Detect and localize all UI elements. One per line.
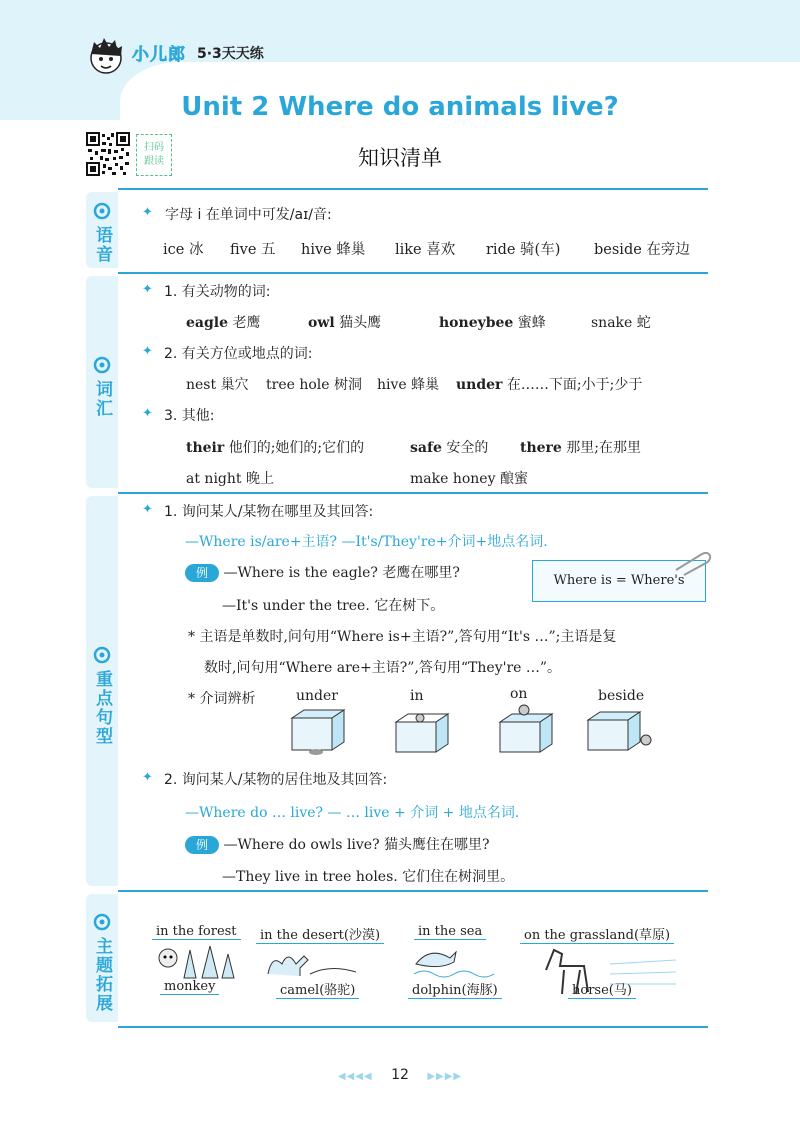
contraction-note-text: Where is = Where's <box>553 573 685 588</box>
sparkle-icon: ✦ <box>142 406 153 421</box>
sparkle-icon: ✦ <box>142 770 153 785</box>
series-name: 5·3天天练 <box>197 46 264 62</box>
animal-word-en: honeybee <box>439 315 514 331</box>
section-divider <box>118 492 708 494</box>
mascot-boy-icon <box>84 34 128 78</box>
target-icon <box>93 202 111 220</box>
preposition-title: * 介词辨析 <box>188 691 256 707</box>
monkey-forest-image <box>154 944 244 980</box>
prep-label: in <box>410 688 424 704</box>
target-icon <box>93 646 111 664</box>
side-label-patterns <box>86 496 118 886</box>
example-answer: —It's under the tree. 它在树下。 <box>222 598 445 614</box>
theme-place: in the desert(沙漠) <box>256 924 384 944</box>
vocab-heading-3: 3. 其他: <box>164 408 215 424</box>
phonics-heading: 字母 i 在单词中可发/aɪ/音: <box>165 207 332 223</box>
prep-label: on <box>510 686 528 702</box>
pattern-formula-1: —Where is/are+主语? —It's/They're+介词+地点名词. <box>185 534 548 550</box>
side-label-text: 重点句型 <box>92 670 112 746</box>
phonics-word-list <box>163 238 690 259</box>
vocab-heading-1: 1. 有关动物的词: <box>164 284 271 300</box>
page-number: 12 <box>391 1067 409 1083</box>
other-word-en: safe <box>410 440 442 456</box>
animal-word-en: eagle <box>186 315 228 331</box>
theme-animal: horse(马) <box>568 979 636 999</box>
usage-note-line-2: 数时,问句用“Where are+主语?”,答句用“They're …”。 <box>204 660 562 676</box>
section-divider <box>118 890 708 892</box>
example-1 <box>185 562 460 582</box>
box-mouse-on-image <box>494 704 558 756</box>
target-icon <box>93 913 111 931</box>
left-arrows-icon: ◀◀◀◀ <box>337 1071 373 1082</box>
side-label-phonics <box>86 192 118 268</box>
example-answer: —They live in tree holes. 它们住在树洞里。 <box>222 869 515 885</box>
side-label-text: 词汇 <box>92 380 112 418</box>
vocab-heading-2: 2. 有关方位或地点的词: <box>164 346 313 362</box>
section-divider <box>118 1026 708 1028</box>
theme-place: on the grassland(草原) <box>520 924 674 944</box>
box-mouse-in-image <box>390 708 454 756</box>
section-divider <box>118 272 708 274</box>
animal-word-zh: 老鹰 <box>228 315 261 331</box>
dolphin-sea-image <box>410 944 510 980</box>
knowledge-list-title: 知识清单 <box>358 146 442 170</box>
place-word: nest 巢穴 <box>186 377 249 393</box>
other-word-zh: 安全的 <box>441 440 489 456</box>
side-label-text: 主题拓展 <box>92 937 112 1013</box>
other-word-zh: 他们的;她们的;它们的 <box>224 440 365 456</box>
place-word: tree hole 树洞 <box>266 377 362 393</box>
other-word-en: their <box>186 440 225 456</box>
pattern-heading-2: 2. 询问某人/某物的居住地及其回答: <box>164 772 388 788</box>
box-mouse-beside-image <box>584 708 654 756</box>
phonics-word: ice 冰 <box>163 242 204 258</box>
animal-word-zh: 猫头鹰 <box>334 315 382 331</box>
example-tag-icon: 例 <box>185 836 219 854</box>
scan-line1: 扫码 <box>144 142 164 153</box>
animal-word-en: snake <box>591 315 633 331</box>
example-2 <box>185 834 490 854</box>
section-divider <box>118 188 708 190</box>
example-question: —Where do owls live? 猫头鹰住在哪里? <box>223 837 490 853</box>
sparkle-icon: ✦ <box>142 344 153 359</box>
pattern-heading-1: 1. 询问某人/某物在哪里及其回答: <box>164 504 374 520</box>
prep-label: beside <box>598 688 645 704</box>
camel-desert-image <box>260 944 360 980</box>
scan-line2: 跟读 <box>144 156 164 167</box>
usage-note-line-1: * 主语是单数时,问句用“Where is+主语?”,答句用“It's …”;主语是复 <box>188 629 617 645</box>
brand-logo: 小儿郎 <box>132 45 186 65</box>
theme-place: in the forest <box>152 924 241 940</box>
example-tag-icon: 例 <box>185 564 219 582</box>
side-label-vocab <box>86 276 118 488</box>
theme-place: in the sea <box>414 924 486 940</box>
example-question: —Where is the eagle? 老鹰在哪里? <box>223 565 460 581</box>
sparkle-icon: ✦ <box>142 205 153 220</box>
prep-label: under <box>296 688 338 704</box>
right-arrows-icon: ▶▶▶▶ <box>427 1071 463 1082</box>
phonics-word: ride 骑(车) <box>486 242 561 258</box>
other-word: make honey 酿蜜 <box>410 471 528 487</box>
phonics-word: like 喜欢 <box>395 242 456 258</box>
phonics-word: beside 在旁边 <box>594 242 690 258</box>
sparkle-icon: ✦ <box>142 282 153 297</box>
phonics-word: hive 蜂巢 <box>301 242 366 258</box>
box-mouse-under-image <box>286 708 350 756</box>
side-label-text: 语音 <box>92 226 112 264</box>
theme-animal: monkey <box>160 979 219 995</box>
animal-word-zh: 蜜蜂 <box>513 315 546 331</box>
animal-word-zh: 蛇 <box>632 315 651 331</box>
place-word: hive 蜂巢 <box>377 377 440 393</box>
target-icon <box>93 356 111 374</box>
side-label-theme <box>86 894 118 1022</box>
unit-title: Unit 2 Where do animals live? <box>181 92 619 122</box>
paperclip-icon <box>672 548 712 576</box>
phonics-word: five 五 <box>230 242 276 258</box>
place-word-en: under <box>456 377 503 393</box>
theme-animal: dolphin(海豚) <box>408 979 502 999</box>
theme-animal: camel(骆驼) <box>276 979 359 999</box>
other-word-en: there <box>520 440 562 456</box>
place-word-zh: 在……下面;小于;少于 <box>502 377 643 393</box>
sparkle-icon: ✦ <box>142 502 153 517</box>
page-footer <box>0 1067 800 1083</box>
other-word: at night 晚上 <box>186 471 274 487</box>
other-word-zh: 那里;在那里 <box>561 440 642 456</box>
pattern-formula-2: —Where do … live? — … live + 介词 + 地点名词. <box>185 805 520 821</box>
animal-word-en: owl <box>308 315 335 331</box>
